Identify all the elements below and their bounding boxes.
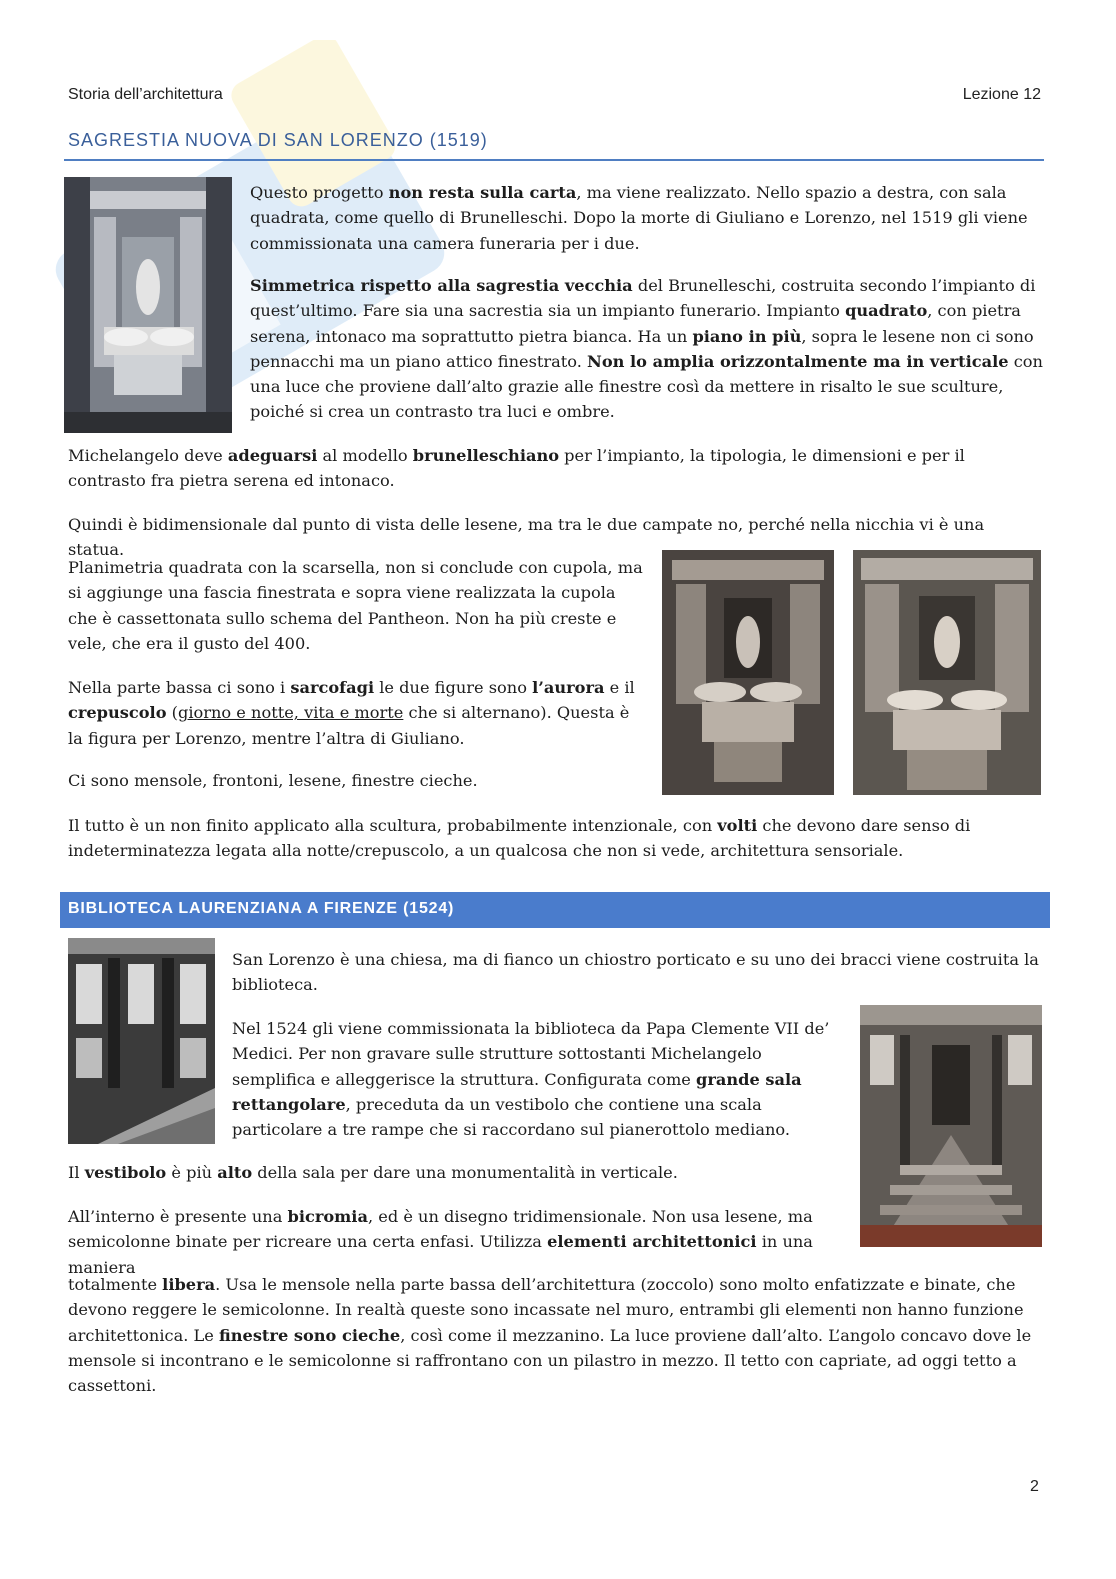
photo-tomb-giuliano <box>853 550 1041 795</box>
header-course-title: Storia dell’architettura <box>68 86 223 103</box>
paragraph-5: Planimetria quadrata con la scarsella, non si conclude con cupola, ma si aggiunge una fascia finestrata e sopra viene realizzata la cupola che è cassettonata sullo schema del Pantheon. Non ha più creste e vele, che era il gusto del 400. <box>68 558 643 653</box>
paragraph-1: Questo progetto non resta sulla carta, ma viene realizzato. Nello spazio a destra, con sala quadrata, come quello di Brunelleschi. Dopo la morte di Giuliano e Lorenzo, nel 1519 gli viene commissionata una camera funeraria per i due. <box>250 183 1028 253</box>
paragraph-9: San Lorenzo è una chiesa, ma di fianco un chiostro porticato e su uno dei bracci viene costruita la biblioteca. <box>232 950 1039 995</box>
photo-staircase <box>860 1005 1042 1247</box>
photo-tomb-facade <box>64 177 232 433</box>
page-number: 2 <box>1030 1478 1039 1495</box>
paragraph-2: Simmetrica rispetto alla sagrestia vecchia del Brunelleschi, costruita secondo l’impianto di quest’ultimo. Fare sia una sacrestia sia un impianto funerario. Impianto quadrato, con pietra serena, intonaco ma soprattutto pietra bianca. Ha un piano in più, sopra le lesene non ci sono pennacchi ma un piano attico finestrato. Non lo amplia orizzontalmente ma in verticale con una luce che proviene dall’alto grazie alle finestre così da mettere in risalto le sue sculture, poiché si crea un contrasto tra luci e ombre. <box>250 276 1043 422</box>
section-title-sagrestia: SAGRESTIA NUOVA DI SAN LORENZO (1519) <box>68 130 488 150</box>
paragraph-3: Michelangelo deve adeguarsi al modello brunelleschiano per l’impianto, la tipologia, le dimensioni e per il contrasto fra pietra serena ed intonaco. <box>68 446 965 491</box>
paragraph-10: Nel 1524 gli viene commissionata la biblioteca da Papa Clemente VII de’ Medici. Per non gravare sulle strutture sottostanti Michelangelo semplifica e alleggerisce la struttura. Configurata come grande sala rettangolare, preceduta da un vestibolo che contiene una scala particolare a tre rampe che si raccordano sul pianerottolo mediano. <box>232 1019 830 1140</box>
paragraph-11: Il vestibolo è più alto della sala per dare una monumentalità in verticale. <box>68 1163 678 1182</box>
paragraph-6: Nella parte bassa ci sono i sarcofagi le due figure sono l’aurora e il crepuscolo (giorno e notte, vita e morte che si alternano). Questa è la figura per Lorenzo, mentre l’altra di Giuliano. <box>68 678 635 748</box>
paragraph-13: totalmente libera. Usa le mensole nella parte bassa dell’architettura (zoccolo) sono molto enfatizzate e binate, che devono reggere le semicolonne. In realtà queste sono incassate nel muro, entrambi gli elementi non hanno funzione architettonica. Le finestre sono cieche, così come il mezzanino. La luce proviene dall’alto. L’angolo concavo dove le mensole si incontrano e le semicolonne si raffrontano con un pilastro in mezzo. Il tetto con capriate, ad oggi tetto a cassettoni. <box>68 1275 1032 1396</box>
paragraph-4: Quindi è bidimensionale dal punto di vista delle lesene, ma tra le due campate no, perché nella nicchia vi è una statua. <box>68 515 985 560</box>
section-divider <box>64 159 1044 161</box>
paragraph-7: Ci sono mensole, frontoni, lesene, finestre cieche. <box>68 771 478 790</box>
photo-vestibule <box>68 938 215 1144</box>
header-lesson-number: Lezione 12 <box>962 86 1041 103</box>
paragraph-8: Il tutto è un non finito applicato alla scultura, probabilmente intenzionale, con volti che devono dare senso di indeterminatezza legata alla notte/crepuscolo, a un qualcosa che non si vede, architettura sensoriale. <box>68 816 971 861</box>
paragraph-12: All’interno è presente una bicromia, ed è un disegno tridimensionale. Non usa lesene, ma semicolonne binate per ricreare una certa enfasi. Utilizza elementi architettonici in una maniera <box>68 1207 813 1277</box>
photo-tomb-lorenzo <box>662 550 834 795</box>
section-title-biblioteca: BIBLIOTECA LAURENZIANA A FIRENZE (1524) <box>68 900 455 917</box>
